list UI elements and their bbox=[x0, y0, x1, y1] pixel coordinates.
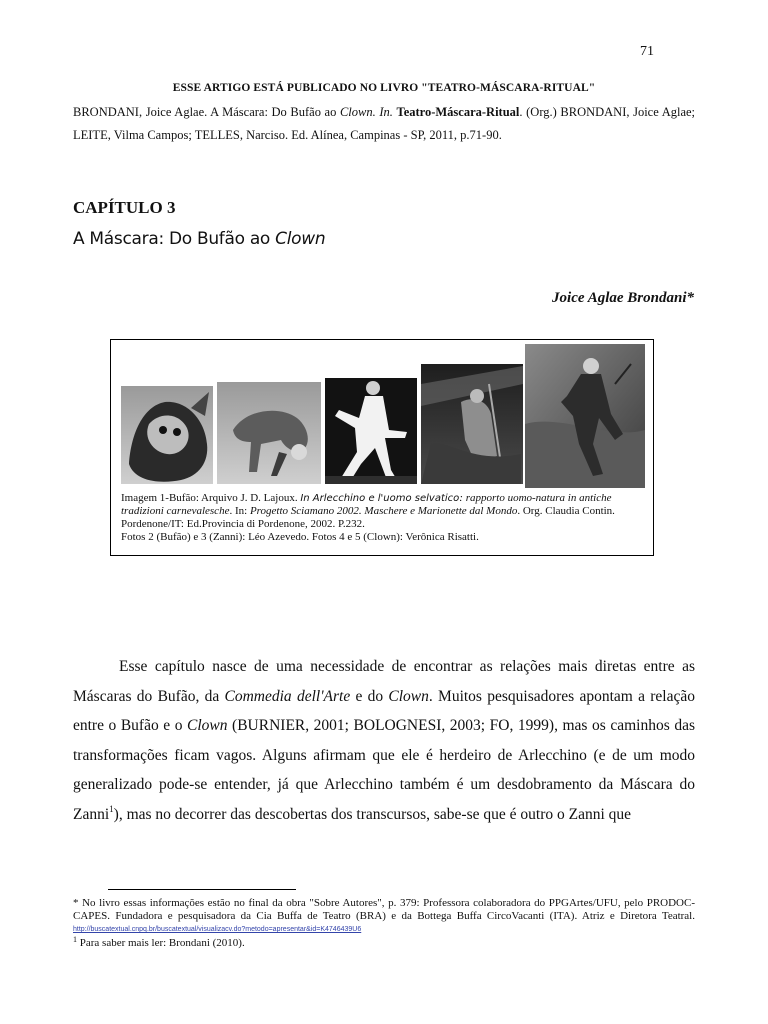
body-italic-run: Clown bbox=[388, 687, 429, 705]
chapter-title-lead: A Máscara: Do Bufão ao bbox=[73, 229, 276, 249]
photo-strip bbox=[121, 344, 645, 488]
body-text-run: . Muitos pesquisadores apontam a relação entre o Bufão e o bbox=[73, 687, 695, 734]
zanni-performer-photo bbox=[325, 378, 417, 484]
figure-caption bbox=[121, 492, 649, 544]
publication-notice: ESSE ARTIGO ESTÁ PUBLICADO NO LIVRO "TEATRO-MÁSCARA-RITUAL" bbox=[172, 82, 596, 94]
footnote-divider bbox=[108, 889, 296, 890]
caption-part4: . In: bbox=[229, 505, 250, 517]
lattes-link[interactable]: http://buscatextual.cnpq.br/buscatextual/visualizacv.do?metodo=apresentar&id=K4746439U6 bbox=[73, 926, 362, 933]
footnote-2-marker: 1 bbox=[73, 934, 77, 944]
footnote-2 bbox=[73, 934, 695, 950]
citation-part1: BRONDANI, Joice Aglae. A Máscara: Do Bufão ao bbox=[73, 105, 340, 119]
author-name: Joice Aglae Brondani* bbox=[552, 290, 694, 306]
chapter-title-italic: Clown bbox=[275, 229, 326, 249]
bufao-carnival-mask-photo bbox=[121, 386, 213, 484]
body-text bbox=[73, 652, 695, 829]
body-italic-run: Clown bbox=[187, 717, 228, 734]
figure-box bbox=[110, 339, 654, 556]
citation bbox=[73, 101, 695, 147]
body-italic-run: Commedia dell'Arte bbox=[224, 687, 351, 705]
body-text-run: Esse capítulo nasce de uma necessidade de encontrar as relações mais diretas entre as Máscaras do Bufão, da bbox=[73, 658, 695, 705]
citation-clown: Clown. In. bbox=[339, 105, 393, 119]
body-text-run: e do bbox=[350, 687, 389, 705]
chapter-title bbox=[73, 229, 325, 249]
footnote-ref[interactable]: 1 bbox=[109, 803, 114, 814]
body-text-run: (BURNIER, 2001; BOLOGNESI, 2003; FO, 1999), mas os caminhos das transformações ficam vagos. Alguns afirmam que ele é herdeiro de Arlecchino (e de um modo generalizado pode-se entender, já que Arlecchino também é um desdobramento da Máscara do Zanni bbox=[73, 717, 695, 823]
body-paragraph bbox=[73, 652, 695, 829]
footnote-1-text: * No livro essas informações estão no final da obra "Sobre Autores", p. 379: Professora colaboradora do PPGArtes/UFU, pelo PRODOC-CAPES. Fundadora e pesquisadora da Cia Buffa de Teatro (BRA) e da Bottega Buffa CircoVacanti (ITA). Atriz e Diretora Teatral. bbox=[73, 897, 695, 922]
body-text-run: ), mas no decorrer das descobertas dos transcursos, sabe-se que é outro o Zanni que bbox=[113, 805, 632, 823]
clown-forest-photo bbox=[421, 364, 523, 484]
caption-part6: . Org. Claudia Contin. Pordenone/IT: Ed.Provincia di Pordenone, 2002. P.232. bbox=[121, 505, 615, 530]
caption-part1: Imagem 1-Bufão: Arquivo J. D. Lajoux. bbox=[121, 492, 301, 504]
clown-hillside-photo bbox=[525, 344, 645, 488]
footnote-1 bbox=[73, 897, 695, 937]
bufao-bent-performer-photo bbox=[217, 382, 321, 484]
chapter-heading: CAPÍTULO 3 bbox=[73, 198, 176, 217]
page-number: 71 bbox=[640, 44, 654, 59]
footnotes bbox=[73, 897, 695, 949]
caption-part2: In Arlecchino e l'uomo selvatico bbox=[300, 493, 460, 504]
citation-book: Teatro-Máscara-Ritual bbox=[396, 105, 520, 119]
caption-part3: : rapporto uomo-natura in antiche tradizioni carnevalesche bbox=[121, 492, 612, 517]
citation-part3: . (Org.) BRONDANI, Joice Aglae; LEITE, Vilma Campos; TELLES, Narciso. Ed. Alínea, Campinas - SP, 2011, p.71-90. bbox=[73, 105, 696, 142]
caption-line2: Fotos 2 (Bufão) e 3 (Zanni): Léo Azevedo. Fotos 4 e 5 (Clown): Verônica Risatti. bbox=[121, 531, 479, 543]
footnote-2-text: Para saber mais ler: Brondani (2010). bbox=[77, 936, 245, 949]
caption-part5: Progetto Sciamano 2002. Maschere e Marionette dal Mondo bbox=[249, 505, 518, 517]
